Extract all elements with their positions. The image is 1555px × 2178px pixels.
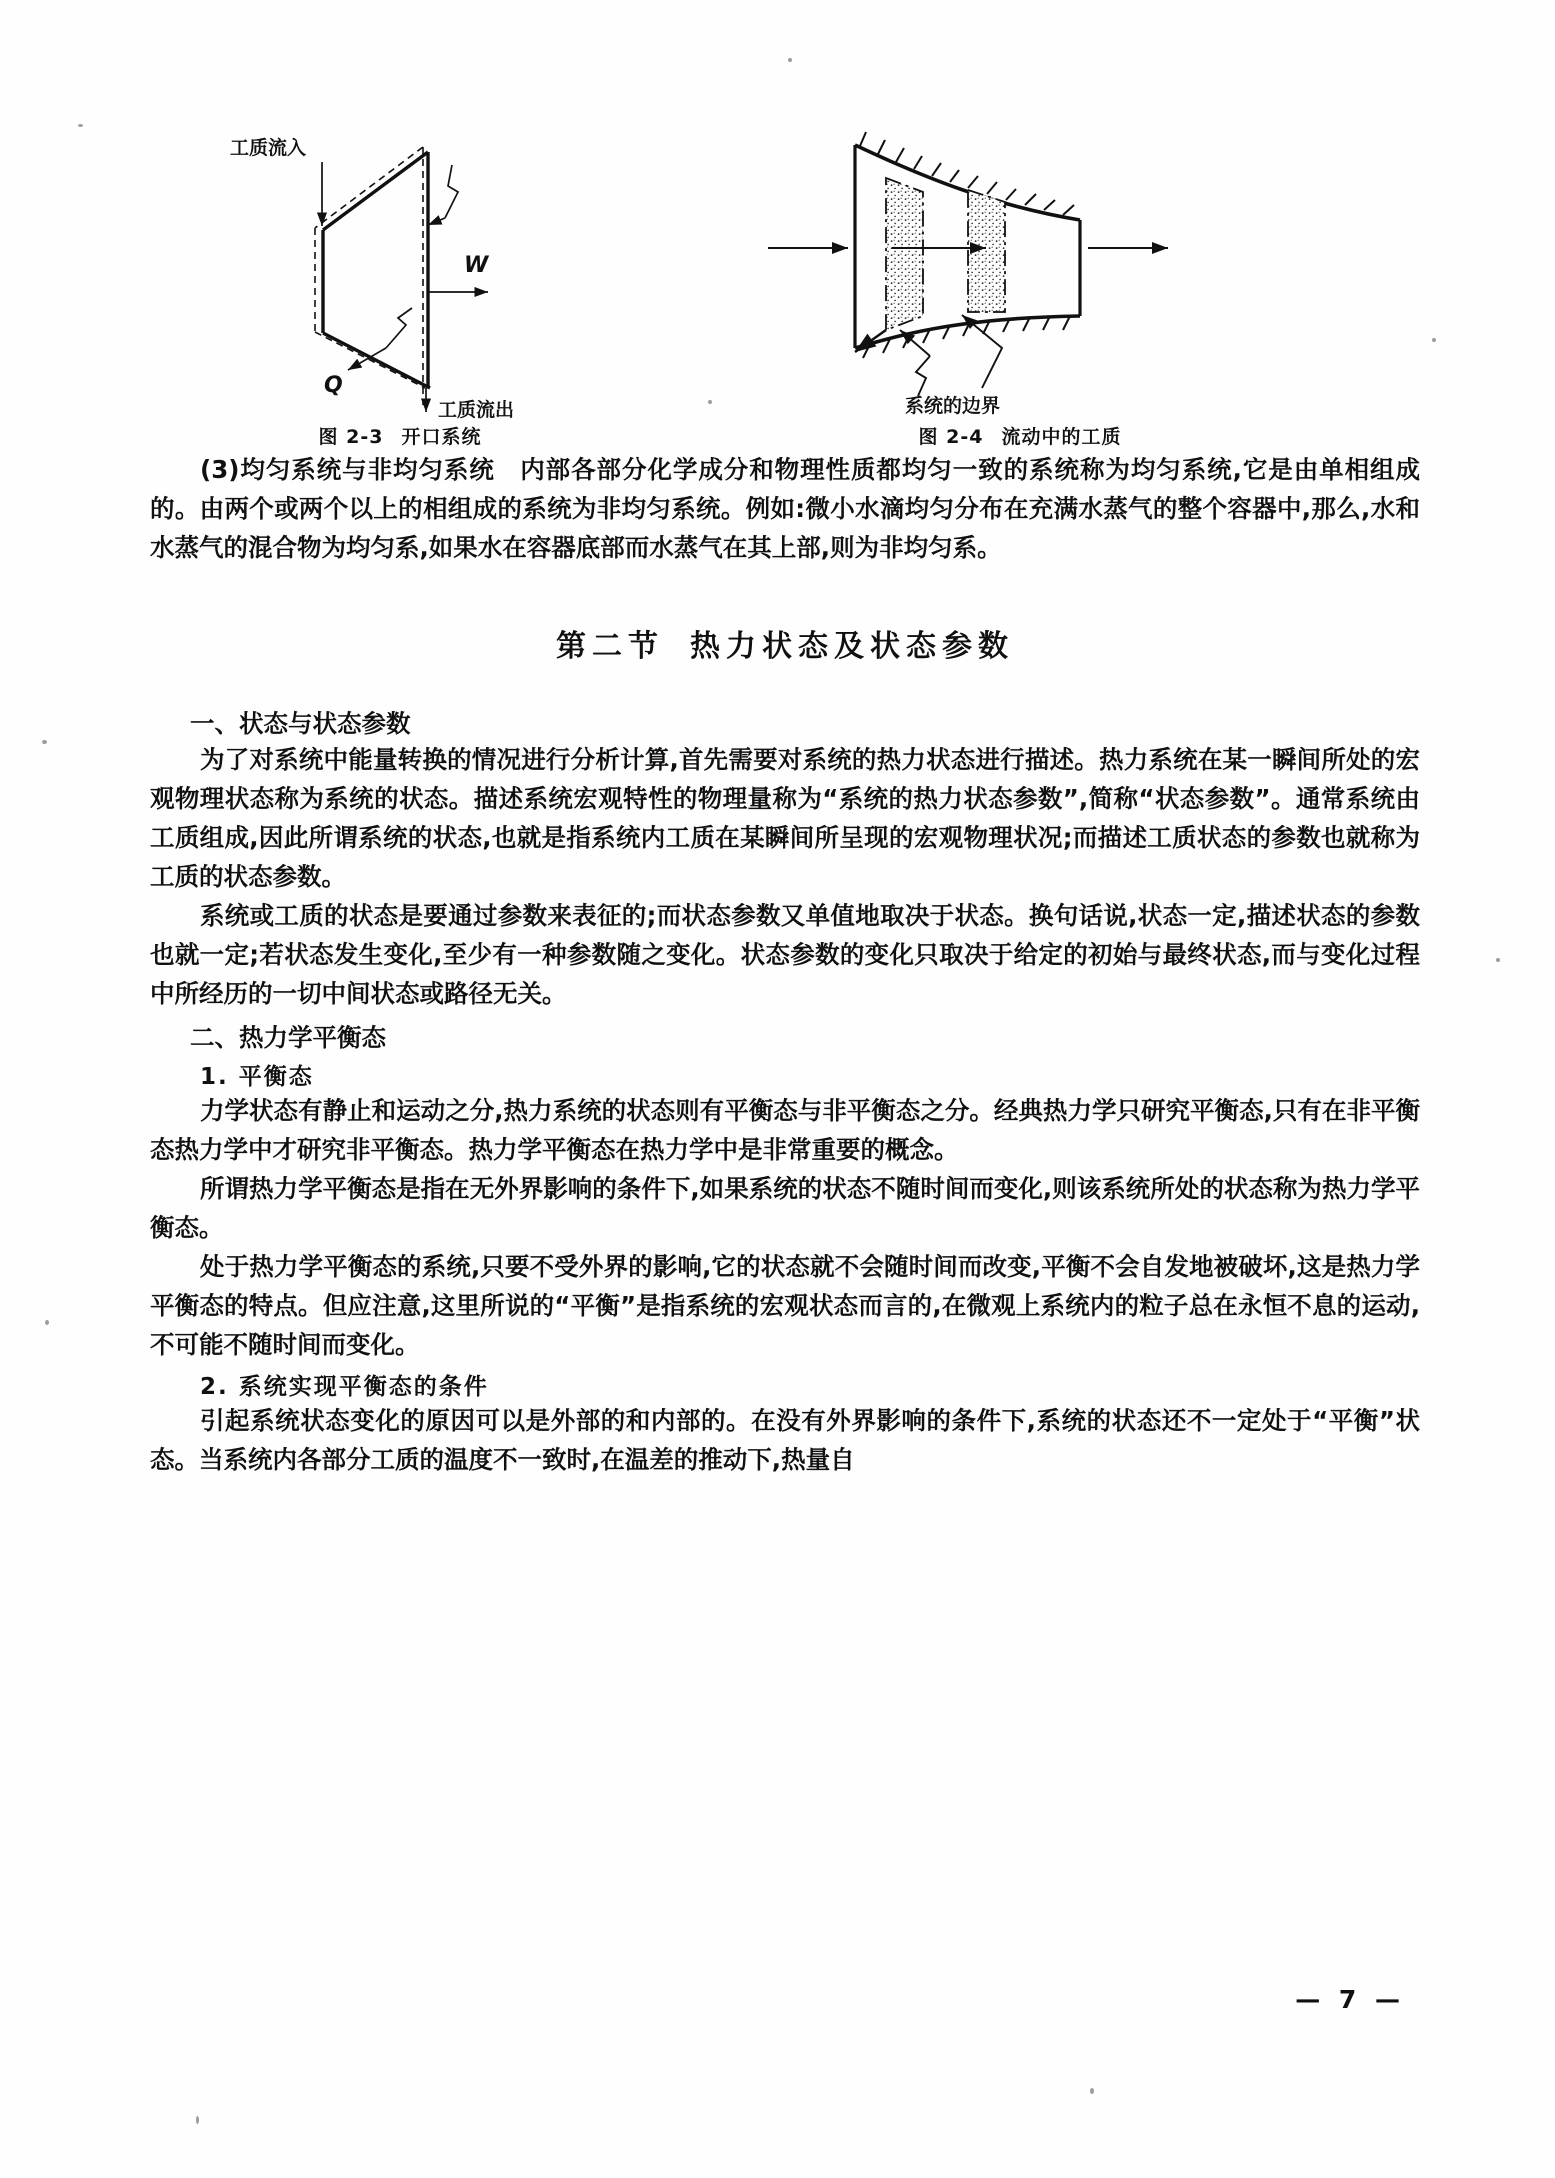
figure-2-3-caption-title: 开口系统 [401, 426, 482, 448]
figure-2-4-drawing [750, 120, 1290, 420]
section-heading [150, 621, 1420, 665]
subsection-heading-equilibrium: 二、热力学平衡态 [190, 1023, 386, 1052]
figure-flowing-fluid [750, 120, 1290, 449]
figure-2-3-drawing [220, 120, 580, 420]
paragraph-equilibrium-characteristics: 处于热力学平衡态的系统,只要不受外界的影响,它的状态就不会随时间而改变,平衡不会自发地被破坏,这是热力学平衡态的特点。但应注意,这里所说的“平衡”是指系统的宏观状态而言的,在微观上系统内的粒子总在永恒不息的运动,不可能不随时间而变化。 [150, 1252, 1420, 1359]
subsubsection-heading-equilibrium-conditions: 2. 系统实现平衡态的条件 [200, 1374, 489, 1400]
paragraph-uniform-system: (3)均匀系统与非均匀系统 内部各部分化学成分和物理性质都均匀一致的系统称为均匀系统,它是由单相组成的。由两个或两个以上的相组成的系统为非均匀系统。例如:微小水滴均匀分布在充满水蒸气的整个容器中,那么,水和水蒸气的混合物为均匀系,如果水在容器底部而水蒸气在其上部,则为非均匀系。 [150, 455, 1420, 562]
scan-speck [78, 124, 83, 127]
subsection-heading-state-params: 一、状态与状态参数 [190, 709, 411, 738]
subsubsection-heading-equilibrium-state: 1. 平衡态 [200, 1064, 314, 1090]
figure-2-3-heat-label: Q [324, 373, 343, 398]
paragraph-equilibrium-definition: 所谓热力学平衡态是指在无外界影响的条件下,如果系统的状态不随时间而变化,则该系统所处的状态称为热力学平衡态。 [150, 1174, 1420, 1242]
scan-speck [196, 2116, 199, 2124]
paragraph-state-description: 为了对系统中能量转换的情况进行分析计算,首先需要对系统的热力状态进行描述。热力系统在某一瞬间所处的宏观物理状态称为系统的状态。描述系统宏观特性的物理量称为“系统的热力状态参数”,简称“状态参数”。通常系统由工质组成,因此所谓系统的状态,也就是指系统内工质在某瞬间所呈现的宏观物理状况;而描述工质状态的参数也就称为工质的状态参数。 [150, 745, 1420, 891]
figure-2-4-caption-number: 图 2-4 [918, 426, 984, 448]
figure-2-3-caption [220, 422, 580, 449]
figure-row [150, 120, 1420, 450]
figure-2-4-caption-title: 流动中的工质 [1001, 426, 1122, 448]
figure-2-3-caption-number: 图 2-3 [318, 426, 384, 448]
paragraph-state-change-causes: 引起系统状态变化的原因可以是外部的和内部的。在没有外界影响的条件下,系统的状态还不一定处于“平衡”状态。当系统内各部分工质的温度不一致时,在温差的推动下,热量自 [150, 1406, 1420, 1474]
figure-2-4-caption [750, 422, 1290, 449]
figure-2-3-work-label: W [464, 253, 489, 278]
scan-speck [1432, 338, 1436, 342]
page-number: — 7 — [1295, 1985, 1405, 2014]
section-heading-title: 热力状态及状态参数 [690, 629, 1014, 664]
scan-speck [42, 740, 47, 744]
paragraph-mechanical-vs-thermal: 力学状态有静止和运动之分,热力系统的状态则有平衡态与非平衡态之分。经典热力学只研究平衡态,只有在非平衡态热力学中才研究非平衡态。热力学平衡态在热力学中是非常重要的概念。 [150, 1096, 1420, 1164]
figure-2-3-outlet-label: 工质流出 [438, 399, 515, 420]
section-heading-prefix: 第二节 [556, 629, 664, 664]
figure-2-4-boundary-label: 系统的边界 [905, 395, 1001, 417]
page-content [150, 120, 1420, 1479]
fluid-slab-2 [968, 190, 1005, 312]
scan-speck [1090, 2088, 1094, 2094]
scan-speck [45, 1320, 49, 1325]
paragraph-state-parameters: 系统或工质的状态是要通过参数来表征的;而状态参数又单值地取决于状态。换句话说,状态一定,描述状态的参数也就一定;若状态发生变化,至少有一种参数随之变化。状态参数的变化只取决于给定的初始与最终状态,而与变化过程中所经历的一切中间状态或路径无关。 [150, 901, 1420, 1008]
figure-2-3-inlet-label: 工质流入 [230, 137, 307, 159]
scan-speck [788, 58, 792, 62]
scan-speck [1496, 958, 1500, 962]
figure-open-system [220, 120, 580, 449]
fluid-slab-1 [886, 178, 923, 330]
